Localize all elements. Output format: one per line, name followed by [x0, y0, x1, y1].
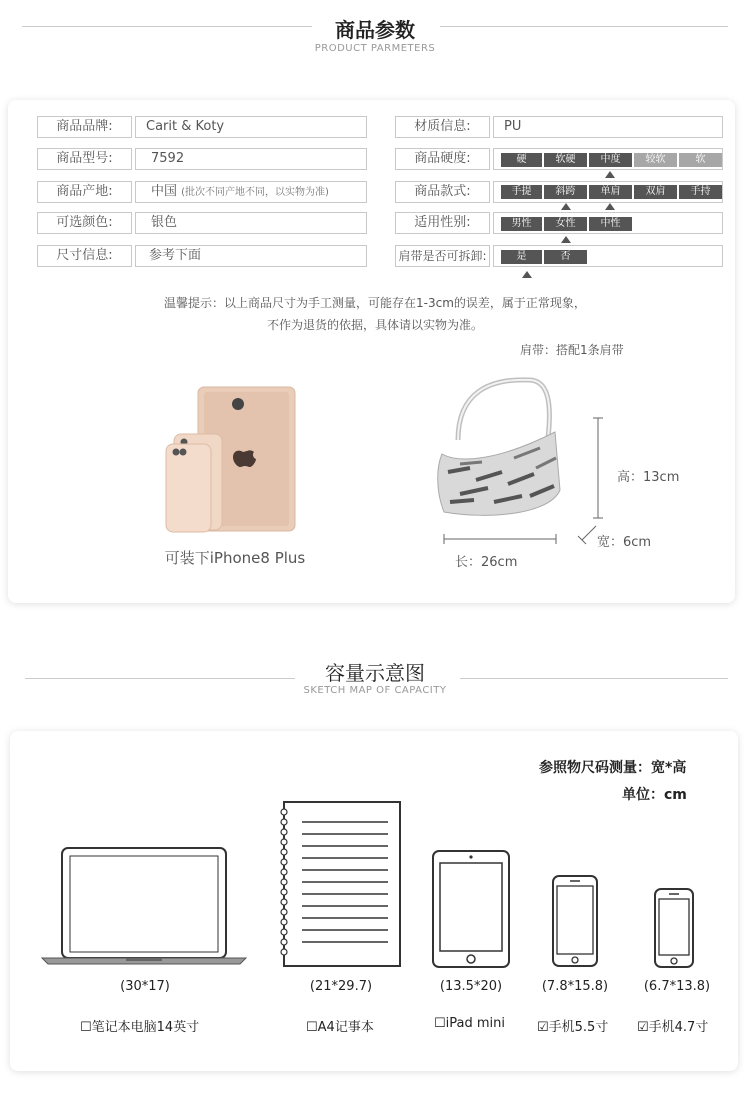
- option-label: A4记事本: [317, 1020, 374, 1035]
- label-hardness: 商品硬度:: [395, 148, 490, 170]
- checkbox-checked-icon: ☑: [537, 1020, 549, 1035]
- checkbox-icon: ☐: [80, 1020, 92, 1035]
- option-label: iPad mini: [445, 1016, 506, 1031]
- label-color: 可选颜色:: [37, 212, 132, 234]
- strap-option: 否: [544, 250, 587, 264]
- hardness-option: 软: [679, 153, 722, 167]
- option-laptop: [80, 1016, 199, 1035]
- fits-label: 可装下iPhone8 Plus: [164, 549, 306, 567]
- style-marker: [605, 203, 615, 210]
- value-model: 7592: [135, 148, 367, 170]
- hardness-marker: [605, 171, 615, 178]
- label-size: 尺寸信息:: [37, 245, 132, 267]
- origin-note: (批次不同产地不同，以实物为准): [181, 187, 329, 198]
- style-option: 单肩: [589, 185, 632, 199]
- label-material: 材质信息:: [395, 116, 490, 138]
- style-marker: [561, 203, 571, 210]
- value-brand: Carit & Koty: [135, 116, 367, 138]
- style-option: 手提: [501, 185, 542, 199]
- value-color: 银色: [135, 212, 367, 234]
- strap-scale: [501, 250, 587, 264]
- width-label: 宽：6cm: [597, 535, 652, 550]
- option-label: 笔记本电脑14英寸: [91, 1020, 200, 1035]
- height-label: 高：13cm: [617, 470, 680, 485]
- hardness-option: 较软: [634, 153, 677, 167]
- value-material: PU: [493, 116, 723, 138]
- strap-marker: [522, 271, 532, 278]
- unit-note: 单位：cm: [622, 787, 687, 803]
- value-origin: [135, 181, 367, 203]
- checkbox-checked-icon: ☑: [637, 1020, 649, 1035]
- option-phone-small: [637, 1016, 708, 1035]
- strap-note: 肩带：搭配1条肩带: [520, 343, 624, 357]
- ref-note: 参照物尺码测量：宽*高: [539, 760, 687, 776]
- params-subtitle: PRODUCT PARMETERS: [314, 43, 436, 54]
- gender-option: 女性: [544, 217, 587, 231]
- style-option: 手持: [679, 185, 722, 199]
- hardness-option: 中度: [589, 153, 632, 167]
- origin-country: 中国: [151, 184, 178, 199]
- style-option: 双肩: [634, 185, 677, 199]
- value-size: 参考下面: [135, 245, 367, 267]
- notebook-icon: [278, 800, 404, 968]
- phone-small-icon: [653, 887, 695, 969]
- option-label: 手机4.7寸: [648, 1020, 709, 1035]
- option-label: 手机5.5寸: [548, 1020, 609, 1035]
- label-model: 商品型号:: [37, 148, 132, 170]
- checkbox-icon: ☐: [306, 1020, 318, 1035]
- gender-option: 男性: [501, 217, 542, 231]
- style-scale: [501, 185, 722, 199]
- option-notebook: [306, 1016, 374, 1035]
- tip-line1: 温馨提示：以上商品尺寸为手工测量，可能存在1-3cm的误差，属于正常现象，: [164, 296, 586, 310]
- hardness-option: 软硬: [544, 153, 587, 167]
- tip-line2: 不作为退货的依据，具体请以实物为准。: [266, 318, 483, 332]
- gender-option: 中性: [589, 217, 632, 231]
- label-gender: 适用性别:: [395, 212, 490, 234]
- hardness-scale: [501, 153, 722, 167]
- capacity-title: 容量示意图: [325, 661, 425, 685]
- strap-option: 是: [501, 250, 542, 264]
- iphone-ipad-image: [160, 382, 300, 534]
- size-tablet: (13.5*20): [439, 979, 503, 994]
- size-phone-large: (7.8*15.8): [541, 979, 609, 994]
- gender-scale: [501, 217, 632, 231]
- size-notebook: (21*29.7): [309, 979, 373, 994]
- style-option: 斜跨: [544, 185, 587, 199]
- params-title: 商品参数: [335, 18, 415, 42]
- tablet-icon: [431, 849, 511, 969]
- label-brand: 商品品牌:: [37, 116, 132, 138]
- laptop-icon: [40, 846, 248, 968]
- gender-marker: [561, 236, 571, 243]
- checkbox-icon: ☐: [434, 1016, 446, 1031]
- length-label: 长：26cm: [455, 555, 518, 570]
- capacity-subtitle: SKETCH MAP OF CAPACITY: [303, 685, 447, 696]
- size-phone-small: (6.7*13.8): [643, 979, 711, 994]
- phone-large-icon: [551, 874, 599, 968]
- hardness-option: 硬: [501, 153, 542, 167]
- label-origin: 商品产地:: [37, 181, 132, 203]
- size-laptop: (30*17): [120, 979, 170, 994]
- option-tablet: [434, 1016, 505, 1031]
- option-phone-large: [537, 1016, 608, 1035]
- label-style: 商品款式:: [395, 181, 490, 203]
- label-strap-detachable: 肩带是否可拆卸:: [395, 245, 490, 267]
